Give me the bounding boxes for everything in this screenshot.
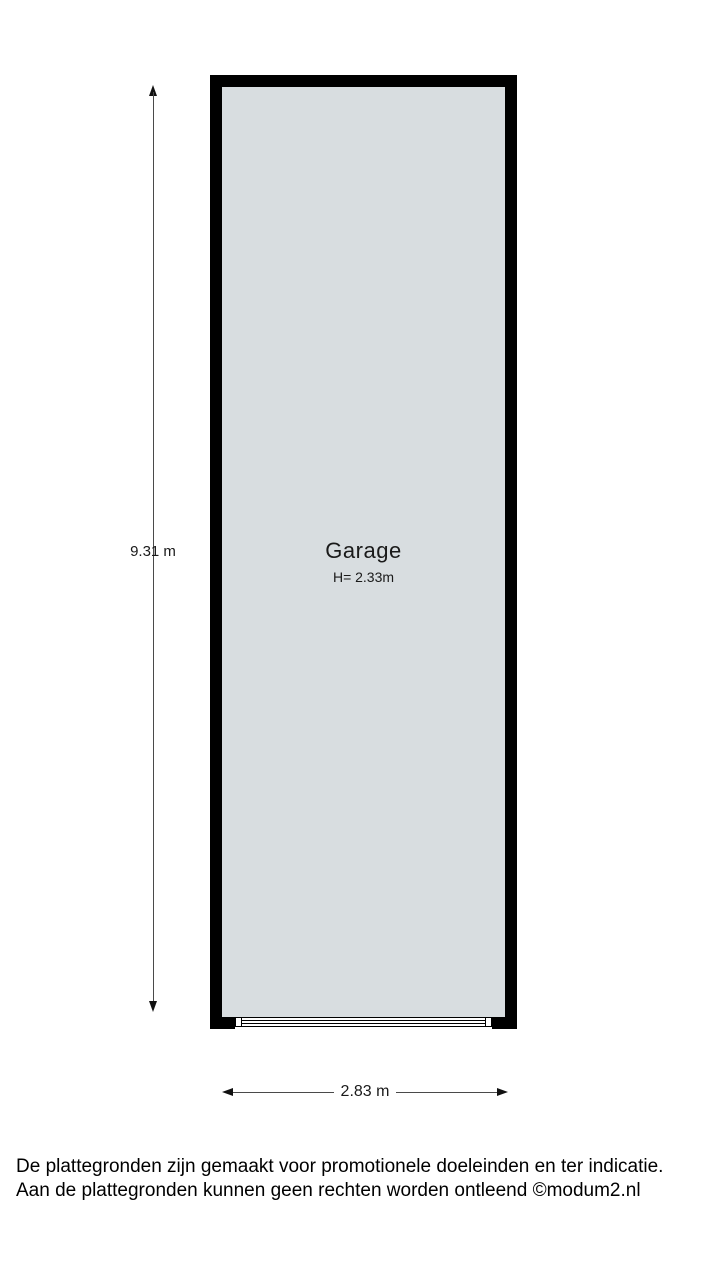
horizontal-dimension-line xyxy=(233,1092,334,1093)
bottom-wall-stub-right xyxy=(492,1017,505,1029)
disclaimer-line-1: De plattegronden zijn gemaakt voor promotionele doeleinden en ter indicatie. xyxy=(16,1156,664,1177)
disclaimer-line-2: Aan de plattegronden kunnen geen rechten worden ontleend ©modum2.nl xyxy=(16,1180,641,1201)
vertical-dimension-label: 9.31 m xyxy=(130,543,176,560)
arrow-down-icon xyxy=(149,1001,157,1012)
arrow-right-icon xyxy=(497,1088,508,1096)
horizontal-dimension xyxy=(222,1083,508,1101)
bottom-wall-stub-left xyxy=(222,1017,235,1029)
disclaimer-text xyxy=(16,1155,712,1203)
garage-door-symbol xyxy=(235,1017,492,1027)
room-name-label: Garage xyxy=(325,538,402,563)
horizontal-dimension-line xyxy=(396,1092,497,1093)
garage-door-panel-line xyxy=(242,1023,485,1024)
horizontal-dimension-label: 2.83 m xyxy=(340,1083,390,1100)
room-height-label: H= 2.33m xyxy=(332,569,395,585)
garage-door-end-cap-right xyxy=(485,1018,486,1026)
arrow-left-icon xyxy=(222,1088,233,1096)
garage-door-panel-line xyxy=(242,1020,485,1021)
